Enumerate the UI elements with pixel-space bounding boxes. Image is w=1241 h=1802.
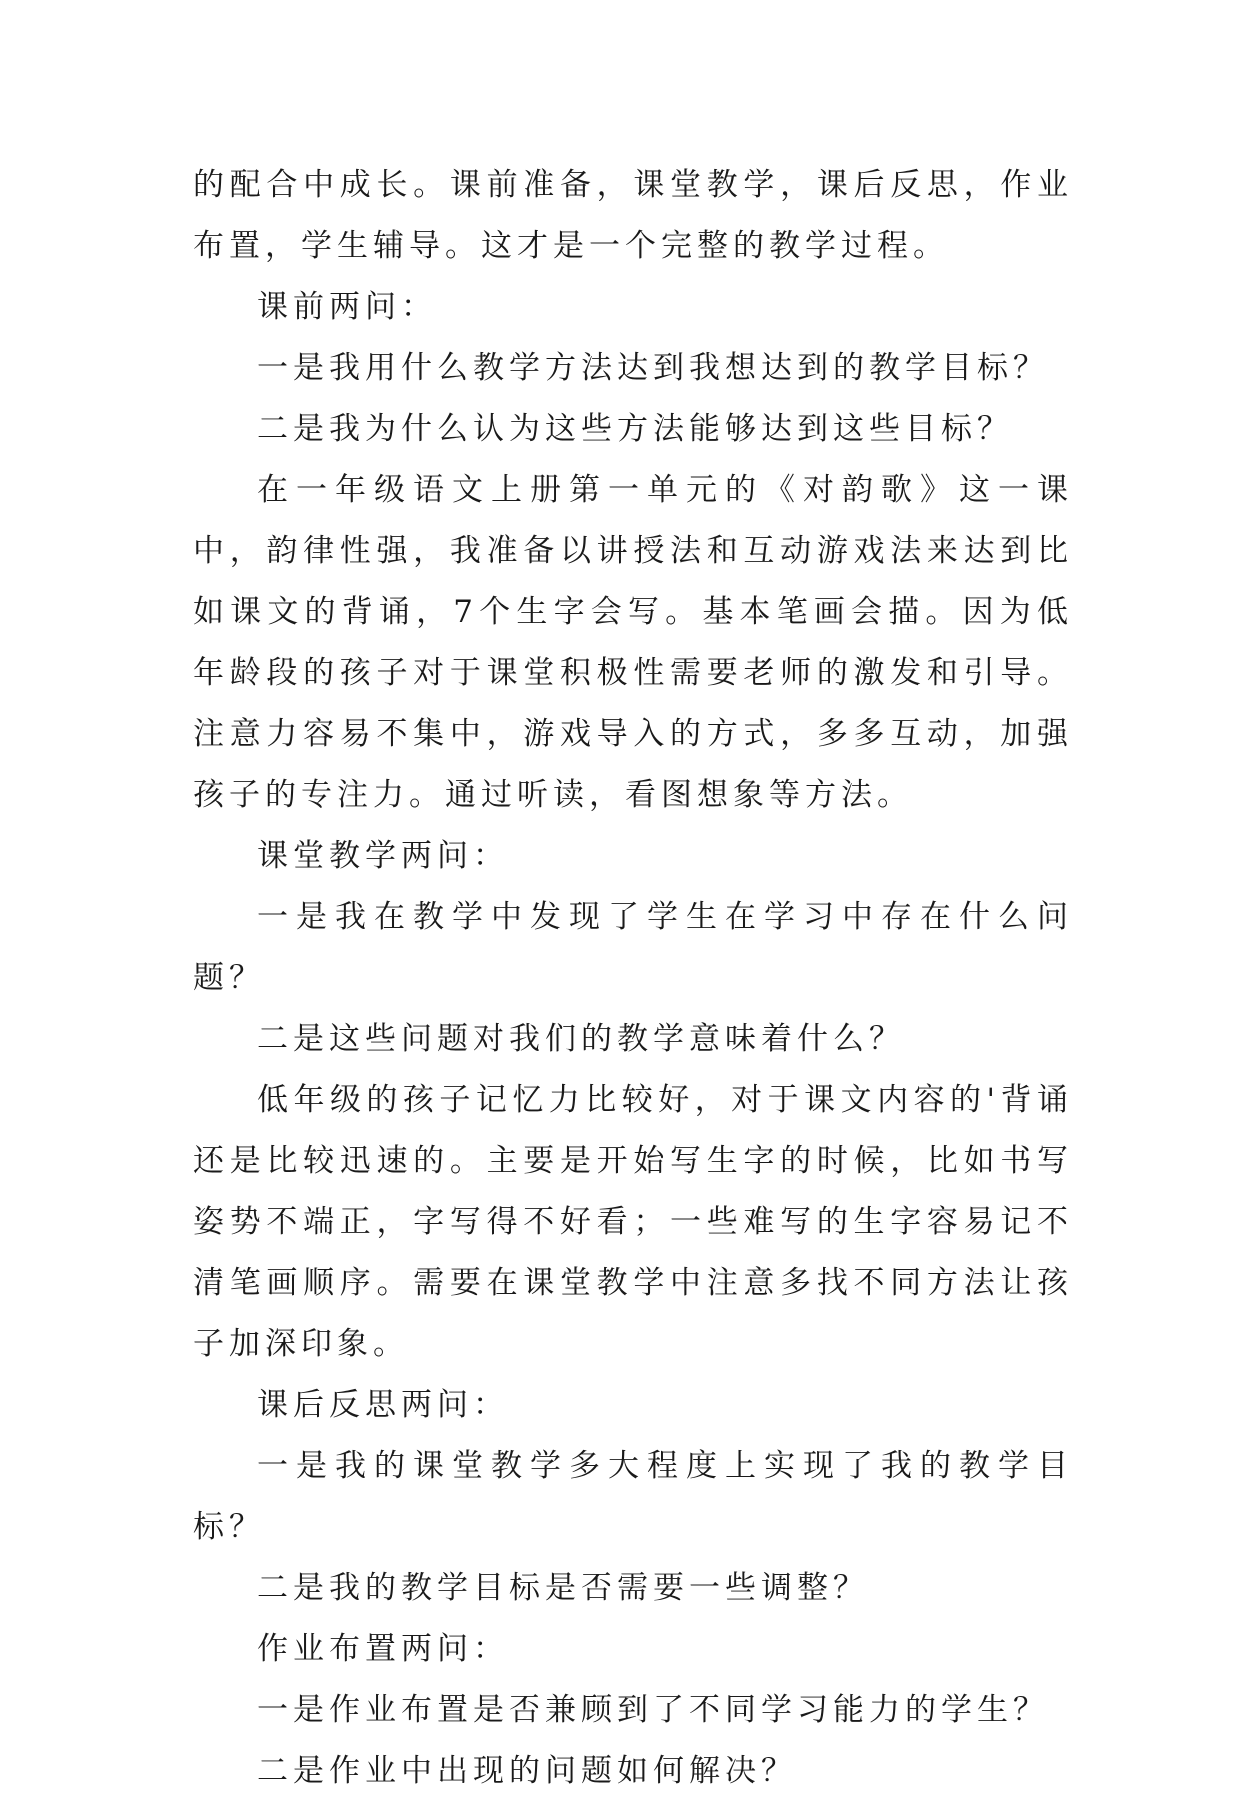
reflection-question-1: 一是我的课堂教学多大程度上实现了我的教学目标？ [193,1448,1073,1545]
heading-reflection-questions: 课后反思两问： [257,1387,509,1423]
homework-question-1: 一是作业布置是否兼顾到了不同学习能力的学生？ [257,1692,1049,1728]
heading-pre-class-questions: 课前两问： [257,289,437,325]
paragraph-classroom-observations: 低年级的孩子记忆力比较好，对于课文内容的'背诵还是比较迅速的。主要是开始写生字的时候，比如书写姿势不端正，字写得不好看；一些难写的生字容易记不清笔画顺序。需要在课堂教学中注意多找不同方法让孩子加深印象。 [193,1082,1073,1362]
paragraph-lesson-plan: 在一年级语文上册第一单元的《对韵歌》这一课中，韵律性强，我准备以讲授法和互动游戏法来达到比如课文的背诵，7个生字会写。基本笔画会描。因为低年龄段的孩子对于课堂积极性需要老师的激发和引导。注意力容易不集中，游戏导入的方式，多多互动，加强孩子的专注力。通过听读，看图想象等方法。 [193,472,1073,813]
reflection-question-2: 二是我的教学目标是否需要一些调整？ [257,1570,869,1606]
heading-classroom-questions: 课堂教学两问： [257,838,509,874]
document-body [193,155,1073,1802]
classroom-question-1: 一是我在教学中发现了学生在学习中存在什么问题？ [193,899,1073,996]
heading-homework-questions: 作业布置两问： [257,1631,509,1667]
homework-question-2: 二是作业中出现的问题如何解决？ [257,1753,797,1789]
paragraph-intro: 的配合中成长。课前准备，课堂教学，课后反思，作业布置，学生辅导。这才是一个完整的教学过程。 [193,167,1073,264]
classroom-question-2: 二是这些问题对我们的教学意味着什么？ [257,1021,905,1057]
pre-class-question-1: 一是我用什么教学方法达到我想达到的教学目标？ [257,350,1049,386]
pre-class-question-2: 二是我为什么认为这些方法能够达到这些目标？ [257,411,1013,447]
